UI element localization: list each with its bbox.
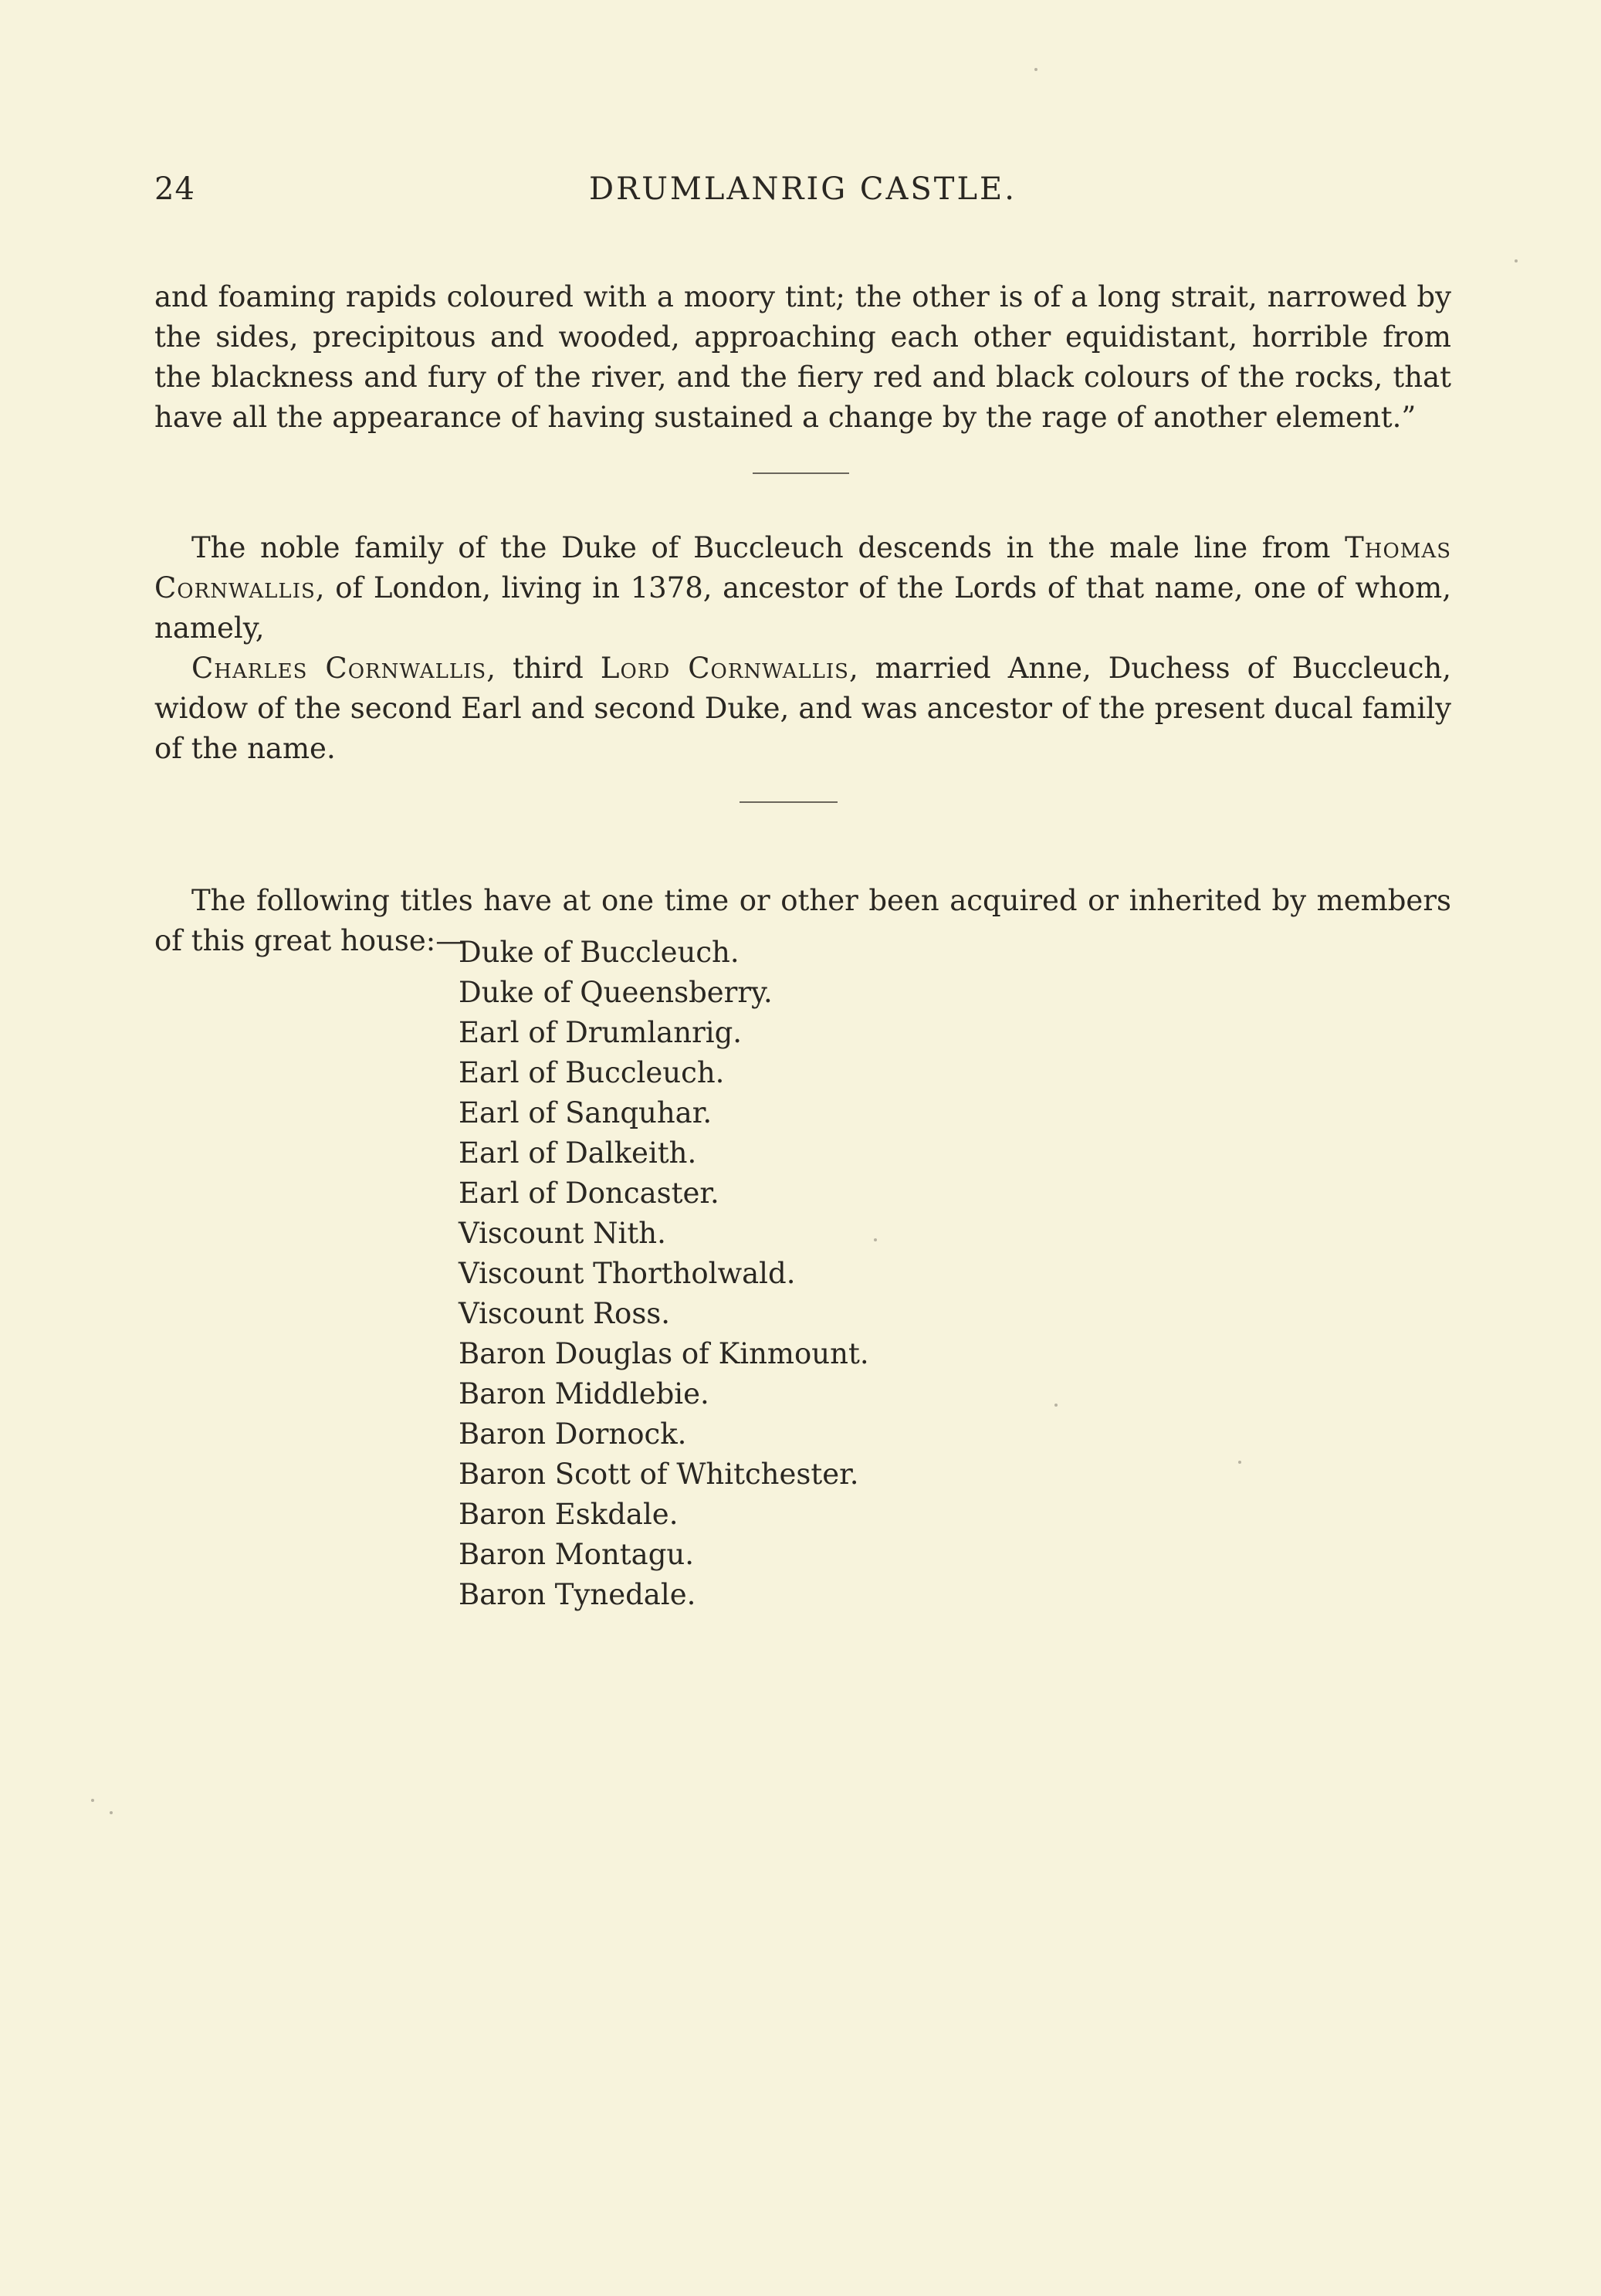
page-header (154, 171, 1451, 218)
title-item: Earl of Doncaster. (459, 1177, 719, 1210)
descent-line: The noble family of the Duke of Buccleuch descends in the male line from (191, 531, 1331, 564)
running-title: DRUMLANRIG CASTLE. (589, 171, 1017, 207)
title-item: Earl of Sanquhar. (459, 1096, 712, 1129)
paper-speck (874, 1238, 877, 1241)
paper-speck (110, 1811, 113, 1814)
title-item: Duke of Queensberry. (459, 976, 773, 1009)
paragraph-family-descent (154, 528, 1451, 769)
paragraph-titles-intro: The following titles have at one time or other been acquired or inherited by members of this great house:— (154, 884, 1451, 957)
title-item: Baron Douglas of Kinmount. (459, 1337, 869, 1370)
descent-text-1: , of London, living in 1378, ancestor of the Lords of that name, one of whom, namely, (154, 571, 1451, 645)
paper-speck (91, 1799, 94, 1802)
title-item: Earl of Drumlanrig. (459, 1016, 743, 1049)
name-charles-cornwallis: Charles Cornwallis (191, 652, 487, 685)
section-divider-2 (740, 801, 838, 803)
title-item: Viscount Thortholwald. (459, 1257, 796, 1290)
title-item: Baron Eskdale. (459, 1498, 679, 1531)
titles-list (459, 933, 869, 1615)
title-item: Baron Tynedale. (459, 1578, 696, 1611)
title-item: Viscount Nith. (459, 1217, 666, 1250)
paper-speck (1238, 1461, 1241, 1464)
page-number: 24 (154, 171, 195, 207)
paragraph-block-2 (154, 649, 1451, 769)
title-item: Earl of Dalkeith. (459, 1136, 697, 1170)
paper-speck (1034, 68, 1037, 71)
name-lord-cornwallis: Lord Cornwallis (600, 652, 849, 685)
title-item: Viscount Ross. (459, 1297, 671, 1330)
descent-text-2: , third (486, 652, 601, 685)
title-item: Baron Montagu. (459, 1538, 694, 1571)
title-item: Baron Middlebie. (459, 1377, 709, 1410)
name-thomas-cornwallis: Thomas Cornwallis (154, 531, 1452, 604)
title-item: Baron Scott of Whitchester. (459, 1458, 859, 1491)
paper-speck (1515, 259, 1518, 262)
paragraph-block (154, 528, 1451, 649)
title-item: Duke of Buccleuch. (459, 936, 740, 969)
title-item: Baron Dornock. (459, 1417, 687, 1451)
title-item: Earl of Buccleuch. (459, 1056, 725, 1089)
paper-speck (1054, 1404, 1058, 1407)
descent-text-3: , married Anne, Duchess of Buccleuch, widow of the second Earl and second Duke, and was ancestor of the present ducal family of the name. (154, 652, 1452, 765)
section-divider (753, 472, 849, 474)
paragraph-quote-ending: and foaming rapids coloured with a moory tint; the other is of a long strait, narrowed by the sides, precipitous and wooded, approaching each other equidistant, horrible from the blackness and fury of the river, and the fiery red and black colours of the rocks, that have all the appearance of having sustained a change by the rage of another element.” (154, 280, 1451, 434)
